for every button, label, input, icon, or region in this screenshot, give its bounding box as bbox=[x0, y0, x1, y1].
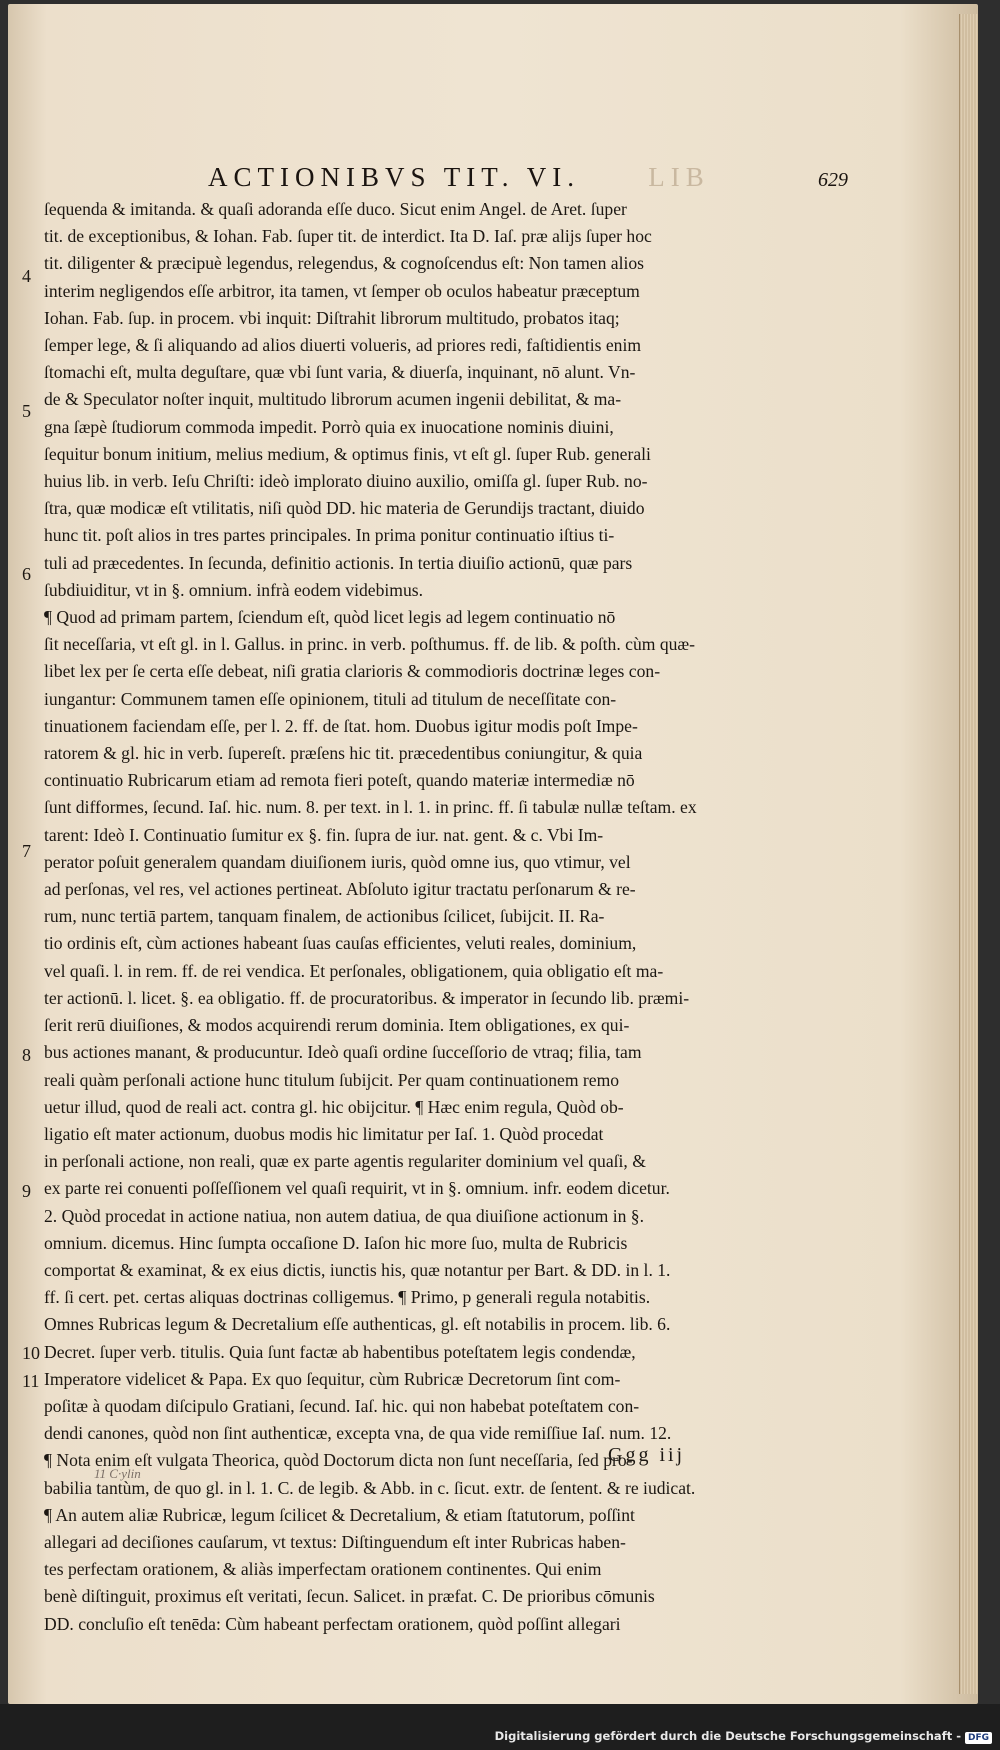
text-line: ter actionū. l. licet. §. ea obligatio. ff. de procuratoribus. & imperator in ſecundo lib. præmi- bbox=[44, 987, 690, 1008]
margin-number: 7 bbox=[22, 841, 31, 861]
handwritten-note: 11 C·ylin bbox=[94, 1466, 141, 1481]
text-line: ratorem & gl. hic in verb. ſupereſt. præſens hic tit. præcedentibus coniungitur, & quia bbox=[44, 743, 643, 764]
credit-bar bbox=[0, 1704, 1000, 1750]
text-line: vel quaſi. l. in rem. ff. de rei vendica. Et perſonales, obligationem, quia obligatio eſt ma- bbox=[44, 960, 664, 981]
text-line: omnium. dicemus. Hinc ſumpta occaſione D. Iaſon hic more ſuo, multa de Rubricis bbox=[44, 1232, 628, 1253]
text-line: tarent: Ideò I. Continuatio ſumitur ex §. fin. ſupra de iur. nat. gent. & c. Vbi Im- bbox=[44, 824, 604, 845]
text-line: 2. Quòd procedat in actione natiua, non autem datiua, de qua diuiſione actionum in §. bbox=[44, 1205, 644, 1226]
text-line: tit. de exceptionibus, & Iohan. Fab. ſuper tit. de interdict. Ita D. Iaſ. præ alijs ſuper hoc bbox=[44, 226, 652, 247]
text-line: perator poſuit generalem quandam diuiſionem iuris, quòd omne ius, quo vtimur, vel bbox=[44, 851, 631, 872]
text-line: ſit neceſſaria, vt eſt gl. in l. Gallus. in princ. in verb. poſthumus. ff. de lib. & poſth. cùm quæ- bbox=[44, 634, 696, 655]
text-line: ſerit rerū diuiſiones, & modos acquirendi rerum dominia. Item obligationes, ex qui- bbox=[44, 1015, 630, 1036]
margin-number: 11 bbox=[22, 1371, 40, 1391]
text-line: de & Speculator noſter inquit, multitudo librorum acumen ingenii debilitat, & ma- bbox=[44, 389, 622, 410]
text-line: tinuationem faciendam eſſe, per l. 2. ff. de ſtat. hom. Duobus igitur modis poſt Impe- bbox=[44, 715, 638, 736]
text-line: Imperatore videlicet & Papa. Ex quo ſequitur, cùm Rubricæ Decretorum ſint com- bbox=[44, 1368, 621, 1389]
page-header bbox=[208, 162, 848, 193]
text-line: continuatio Rubricarum etiam ad remota fieri poteſt, quando materiæ intermediæ nō bbox=[44, 770, 635, 791]
text-line: hunc tit. poſt alios in tres partes principales. In prima ponitur continuatio iſtius ti- bbox=[44, 525, 615, 546]
margin-number: 9 bbox=[22, 1181, 31, 1201]
text-line: ſemper lege, & ſi aliquando ad alios diuerti volueris, ad priores redi, faſtidientis enim bbox=[44, 335, 642, 356]
text-line: ſequenda & imitanda. & quaſi adoranda eſſe duco. Sicut enim Angel. de Aret. ſuper bbox=[44, 199, 627, 219]
margin-number: 6 bbox=[22, 564, 31, 584]
margin-number: 5 bbox=[22, 401, 31, 421]
credit-label: Digitalisierung gefördert durch die Deutsche Forschungsgemeinschaft - bbox=[494, 1729, 961, 1743]
text-line: ¶ Quod ad primam partem, ſciendum eſt, quòd licet legis ad legem continuatio nō bbox=[44, 607, 616, 628]
text-line: libet lex per ſe certa eſſe debeat, niſi gratia clarioris & commodioris doctrinæ leges con- bbox=[44, 661, 661, 682]
margin-number: 4 bbox=[22, 266, 31, 286]
text-line: Iohan. Fab. ſup. in procem. vbi inquit: Diſtrahit librorum multitudo, probatos itaq; bbox=[44, 307, 620, 328]
credit-text bbox=[495, 1729, 992, 1744]
bleed-through-title: LIB bbox=[648, 162, 710, 192]
page-fore-edge bbox=[959, 14, 978, 1694]
book-page bbox=[8, 4, 978, 1704]
margin-number: 10 bbox=[22, 1343, 40, 1363]
text-line: tit. diligenter & præcipuè legendus, relegendus, & cognoſcendus eſt: Non tamen alios bbox=[44, 253, 645, 274]
text-line: huius lib. in verb. Ieſu Chriſti: ideò implorato diuino auxilio, omiſſa gl. ſuper Rub. no- bbox=[44, 471, 648, 492]
text-line: comportat & examinat, & ex eius dictis, iunctis his, quæ notantur per Bart. & DD. in l. 1. bbox=[44, 1259, 671, 1280]
text-line: ¶ Nota enim eſt vulgata Theorica, quòd Doctorum dicta non ſunt neceſſaria, ſed pro- bbox=[44, 1450, 633, 1471]
text-line: ſtra, quæ modicæ eſt vtilitatis, niſi quòd DD. hic materia de Gerundijs tractant, diuido bbox=[44, 498, 645, 519]
text-line: ligatio eſt mater actionum, duobus modis hic limitatur per Iaſ. 1. Quòd procedat bbox=[44, 1123, 604, 1144]
signature-mark: Ggg iij bbox=[608, 1444, 686, 1466]
margin-number: 8 bbox=[22, 1045, 31, 1065]
text-line: Decret. ſuper verb. titulis. Quia ſunt factæ ab habentibus poteſtatem legis condendæ, bbox=[44, 1341, 636, 1362]
text-line: Omnes Rubricas legum & Decretalium eſſe authenticas, gl. eſt notabilis in procem. lib. 6. bbox=[44, 1314, 671, 1335]
text-line: interim negligendos eſſe arbitror, ita tamen, vt ſemper ob oculos habeatur præceptum bbox=[44, 280, 640, 301]
text-line: ex parte rei conuenti poſſeſſionem vel quaſi requirit, vt in §. omnium. infr. eodem dicetur. bbox=[44, 1178, 670, 1199]
text-line: ſequitur bonum initium, melius medium, & optimus finis, vt eſt gl. ſuper Rub. generali bbox=[44, 443, 651, 464]
text-line: tuli ad præcedentes. In ſecunda, definitio actionis. In tertia diuiſio actionū, quæ pars bbox=[44, 552, 633, 573]
text-line: ſunt difformes, ſecund. Iaſ. hic. num. 8. per text. in l. 1. in princ. ff. ſi tabulæ nullæ teſtam. ex bbox=[44, 797, 697, 818]
text-line: poſitæ à quodam diſcipulo Gratiani, ſecund. Iaſ. hic. qui non habebat poteſtatem con- bbox=[44, 1395, 640, 1416]
text-line: benè diſtinguit, proximus eſt veritati, ſecun. Salicet. in præfat. C. De prioribus cōmunis bbox=[44, 1586, 655, 1607]
text-line: ¶ An autem aliæ Rubricæ, legum ſcilicet & Decretalium, & etiam ſtatutorum, poſſint bbox=[44, 1504, 635, 1525]
text-line: iungantur: Communem tamen eſſe opinionem, tituli ad titulum de neceſſitate con- bbox=[44, 688, 617, 709]
text-line: gna ſæpè ſtudiorum commoda impedit. Porrò quia ex inuocatione nominis diuini, bbox=[44, 416, 614, 437]
running-title: ACTIONIBVS TIT. VI. bbox=[208, 162, 580, 192]
text-line: tes perfectam orationem, & aliàs imperfectam orationem continentes. Qui enim bbox=[44, 1559, 602, 1580]
text-line: rum, nunc tertiā partem, tanquam finalem, de actionibus ſcilicet, ſubijcit. II. Ra- bbox=[44, 906, 605, 927]
page-number: 629 bbox=[818, 169, 848, 191]
text-line: reali quàm perſonali actione hunc titulum ſubijcit. Per quam continuationem remo bbox=[44, 1069, 620, 1090]
text-line: allegari ad deciſiones cauſarum, vt textus: Diſtinguendum eſt inter Rubricas haben- bbox=[44, 1531, 626, 1552]
text-line: ſubdiuiditur, vt in §. omnium. infrà eodem videbimus. bbox=[44, 579, 423, 600]
text-line: ſtomachi eſt, multa deguſtare, quæ vbi ſunt varia, & diuerſa, inquinant, nō alunt. Vn- bbox=[44, 362, 636, 383]
text-line: babilia tantùm, de quo gl. in l. 1. C. de legib. & Abb. in c. ſicut. extr. de ſentent. & re iudicat. bbox=[44, 1477, 696, 1498]
dfg-logo: DFG bbox=[965, 1732, 992, 1744]
text-line: in perſonali actione, non reali, quæ ex parte agentis regulariter dominium vel quaſi, & bbox=[44, 1151, 646, 1172]
body-text bbox=[44, 196, 756, 1638]
text-line: bus actiones manant, & producuntur. Ideò quaſi ordine ſucceſſorio de vtraq; filia, tam bbox=[44, 1042, 642, 1063]
text-line: tio ordinis eſt, cùm actiones habeant ſuas cauſas efficientes, veluti reales, dominium, bbox=[44, 933, 637, 954]
text-line: ff. ſi cert. pet. certas aliquas doctrinas colligemus. ¶ Primo, p generali regula notabitis. bbox=[44, 1287, 651, 1308]
text-line: ad perſonas, vel res, vel actiones pertineat. Abſoluto igitur tractatu perſonarum & re- bbox=[44, 879, 636, 900]
text-line: uetur illud, quod de reali act. contra gl. hic obijcitur. ¶ Hæc enim regula, Quòd ob- bbox=[44, 1096, 624, 1117]
text-line: DD. concluſio eſt tenēda: Cùm habeant perfectam orationem, quòd poſſint allegari bbox=[44, 1613, 621, 1634]
text-line: dendi canones, quòd non ſint authenticæ, excepta vna, de qua vide remiſſiue Iaſ. num. 12. bbox=[44, 1423, 672, 1444]
